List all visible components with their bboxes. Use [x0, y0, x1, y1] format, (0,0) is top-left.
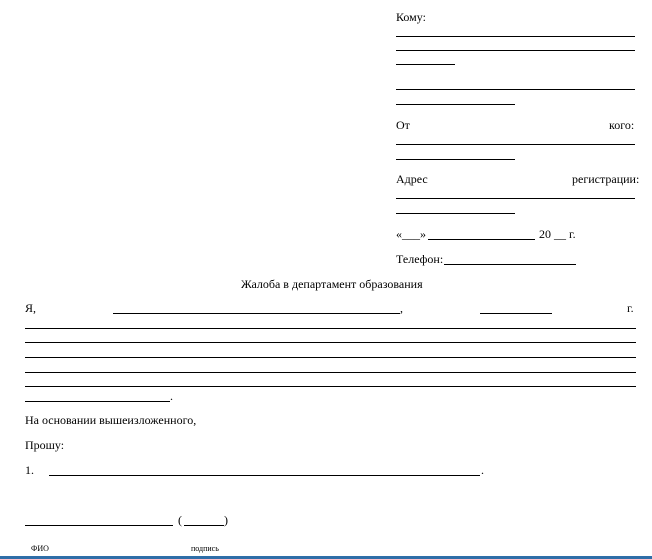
i-label: Я, [25, 301, 37, 315]
fio-line[interactable] [25, 525, 173, 526]
phone-line[interactable] [444, 264, 576, 265]
signature-paren-close: ) [224, 513, 228, 527]
to-line-4[interactable] [396, 89, 635, 90]
address-label-right: регистрации: [572, 172, 640, 186]
body-end-period: . [170, 389, 173, 403]
to-line-1[interactable] [396, 36, 635, 37]
signature-paren-open: ( [178, 513, 182, 527]
item-number: 1. [25, 463, 34, 477]
item-period: . [481, 463, 484, 477]
to-line-3[interactable] [396, 64, 455, 65]
body-line-4[interactable] [25, 372, 636, 373]
from-label-right: кого: [609, 118, 635, 132]
from-label: От [396, 118, 410, 132]
phone-label: Телефон: [396, 252, 444, 266]
item-line[interactable] [49, 475, 480, 476]
body-line-1[interactable] [25, 328, 636, 329]
body-line-5[interactable] [25, 386, 636, 387]
address-line-2[interactable] [396, 213, 515, 214]
year-suffix: г. [627, 301, 634, 315]
to-line-5[interactable] [396, 104, 515, 105]
body-line-2[interactable] [25, 342, 636, 343]
sign-caption: подпись [191, 544, 219, 553]
date-day: «___» [396, 227, 426, 241]
address-label: Адрес [396, 172, 428, 186]
document-title: Жалоба в департамент образования [241, 277, 423, 291]
year-line[interactable] [480, 313, 552, 314]
signature-line[interactable] [184, 525, 224, 526]
fio-caption: ФИО [31, 544, 49, 553]
date-month-line[interactable] [428, 239, 535, 240]
body-line-3[interactable] [25, 357, 636, 358]
to-line-2[interactable] [396, 50, 635, 51]
body-line-6[interactable] [25, 401, 170, 402]
name-comma: , [400, 301, 403, 315]
from-line-2[interactable] [396, 159, 515, 160]
to-label: Кому: [396, 10, 426, 24]
from-line-1[interactable] [396, 144, 635, 145]
request-text: Прошу: [25, 438, 65, 452]
basis-text: На основании вышеизложенного, [25, 413, 197, 427]
address-line-1[interactable] [396, 198, 635, 199]
date-year: 20 __ г. [539, 227, 576, 241]
name-line[interactable] [113, 313, 400, 314]
